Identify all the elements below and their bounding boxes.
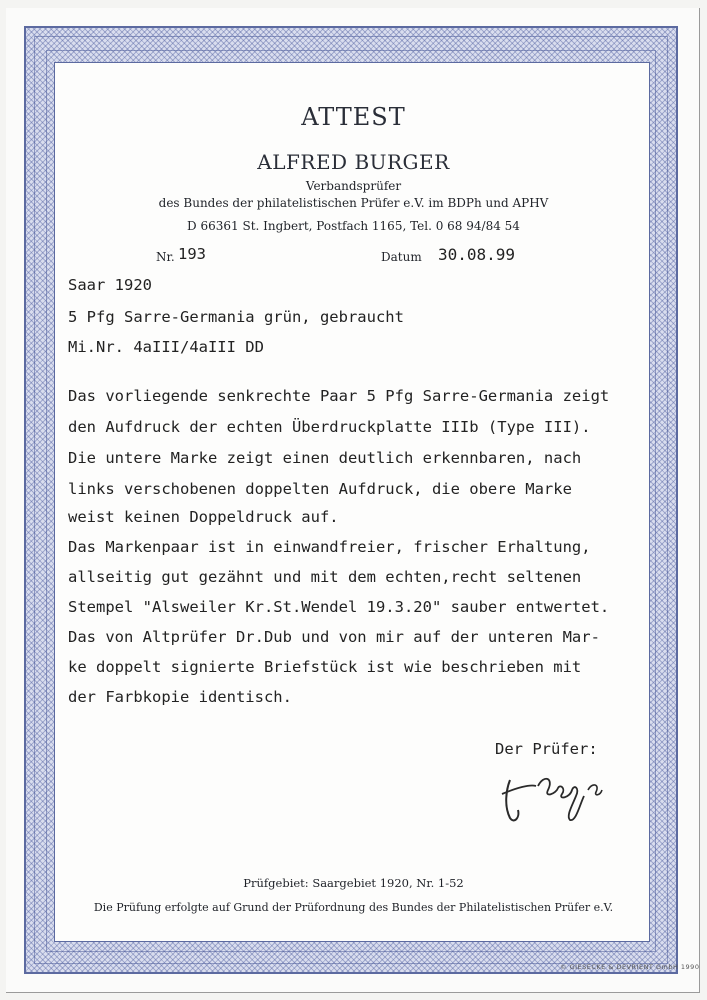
report-line: den Aufdruck der echten Überdruckplatte IIIb (Type III). — [68, 418, 591, 436]
examiner-role: Verbandsprüfer — [305, 179, 402, 193]
regulation-note: Die Prüfung erfolgte auf Grund der Prüfordnung des Bundes der Philatelistischen Prüfer e.V. — [93, 901, 614, 914]
address-line: D 66361 St. Ingbert, Postfach 1165, Tel. 0 68 94/84 54 — [187, 219, 520, 233]
certificate-date: 30.08.99 — [438, 245, 516, 264]
association-line: des Bundes der philatelistischen Prüfer e.V. im BDPh und APHV — [158, 196, 549, 210]
examiner-name: ALFRED BURGER — [257, 150, 450, 174]
printer-imprint: © GIESECKE & DEVRIENT GmbH 1990 — [560, 963, 700, 971]
certificate-number: 193 — [178, 245, 206, 263]
report-line: weist keinen Doppeldruck auf. — [68, 508, 339, 526]
report-line: Die untere Marke zeigt einen deutlich erkennbaren, nach — [68, 449, 582, 467]
date-label: Datum — [381, 250, 422, 264]
report-line: links verschobenen doppelten Aufdruck, die obere Marke — [68, 480, 572, 498]
examination-area: Prüfgebiet: Saargebiet 1920, Nr. 1-52 — [243, 876, 464, 890]
report-line: allseitig gut gezähnt und mit dem echten,recht seltenen — [68, 568, 582, 586]
report-line: Das Markenpaar ist in einwandfreier, frischer Erhaltung, — [68, 538, 591, 556]
number-label: Nr. — [156, 250, 175, 264]
handwritten-signature — [496, 760, 616, 830]
signature-label: Der Prüfer: — [495, 740, 598, 758]
stamp-description: 5 Pfg Sarre-Germania grün, gebraucht — [68, 308, 404, 326]
report-line: Das von Altprüfer Dr.Dub und von mir auf der unteren Mar- — [68, 628, 600, 646]
certificate-title: ATTEST — [301, 103, 406, 131]
stamp-area: Saar 1920 — [68, 276, 152, 294]
stamp-catalog-number: Mi.Nr. 4aIII/4aIII DD — [68, 338, 264, 356]
report-line: Das vorliegende senkrechte Paar 5 Pfg Sarre-Germania zeigt — [68, 387, 610, 405]
report-line: Stempel "Alsweiler Kr.St.Wendel 19.3.20" sauber entwertet. — [68, 598, 610, 616]
report-line: der Farbkopie identisch. — [68, 688, 292, 706]
report-line: ke doppelt signierte Briefstück ist wie beschrieben mit — [68, 658, 582, 676]
